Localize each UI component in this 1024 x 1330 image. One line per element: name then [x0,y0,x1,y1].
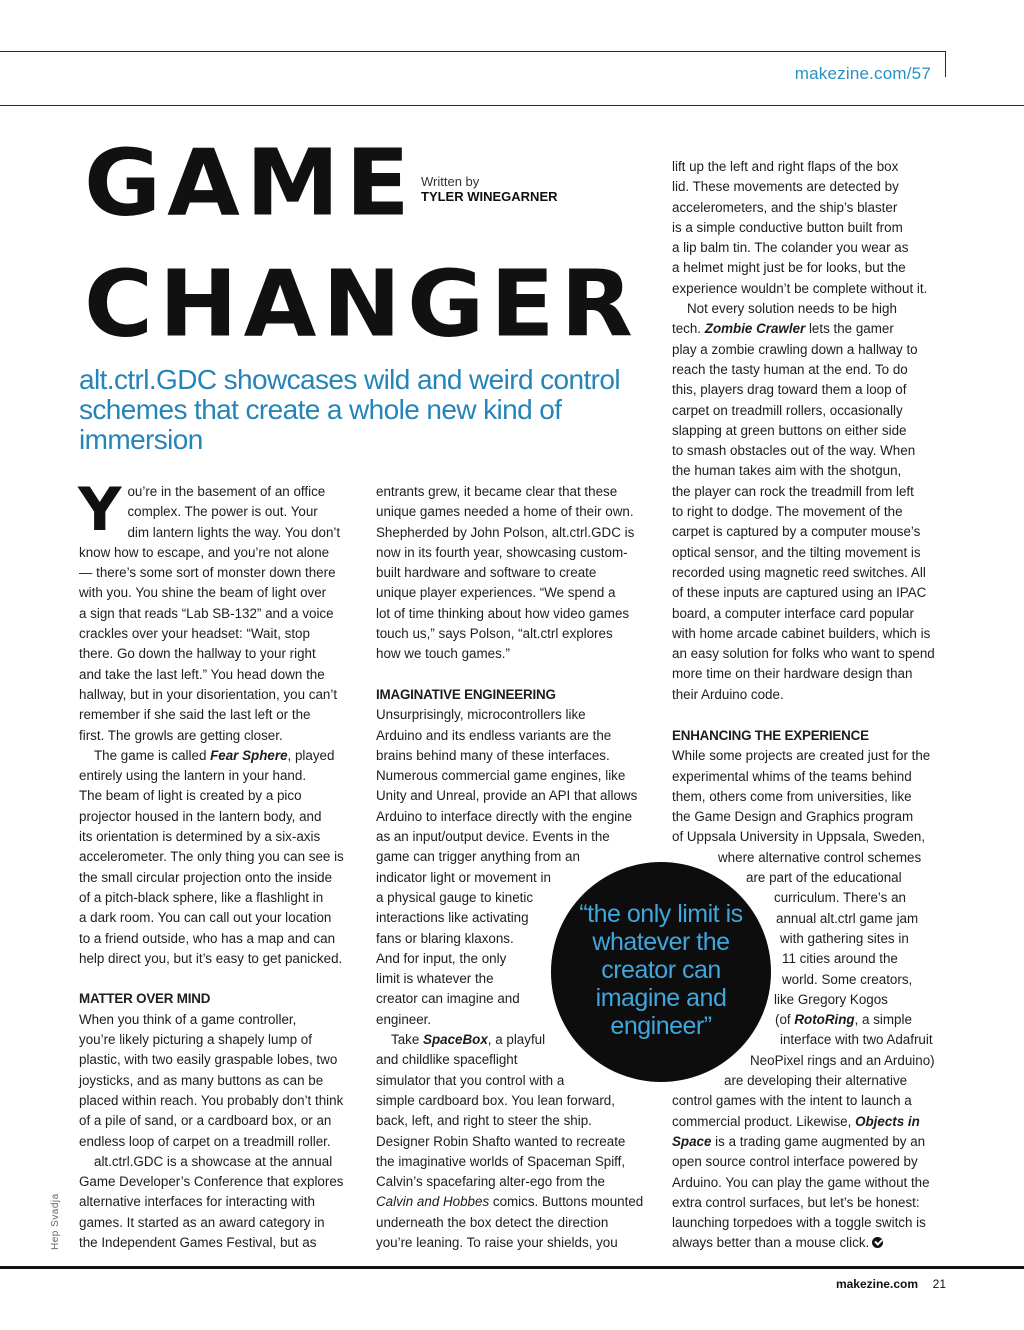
text-line: Unity and Unreal, provide an API that allows [376,788,638,804]
text-line: built hardware and software to create [376,565,597,581]
text-line: accelerometers, and the ship’s blaster [672,199,898,215]
text-line: underneath the box detect the direction [376,1214,609,1230]
last-line: always better than a mouse click. [672,1233,948,1253]
text-line: of these inputs are captured using an IPAC [672,585,927,601]
text-line: them, others come from universities, like [672,788,912,804]
text-line: to right to dodge. The movement of the [672,504,903,520]
text-line: first. The growls are getting closer. [79,727,283,743]
text-line: NeoPixel rings and an Arduino) [750,1052,935,1068]
text-line: brains behind many of these interfaces. [376,747,610,763]
header-rule [0,105,1024,106]
text-line: alt.ctrl.GDC is a showcase at the annual [94,1153,333,1169]
paragraph-controller [79,1010,355,1152]
text-line: Shepherded by John Polson, alt.ctrl.GDC is [376,524,635,540]
text-line: the small circular projection onto the inside [79,869,333,885]
text-line: indicator light or movement in [376,869,551,885]
drop-cap: Y [78,475,122,545]
text-line: And for input, the only [376,950,507,966]
text-line: placed within reach. You probably don’t think [79,1092,344,1108]
paragraph-shields [672,157,948,299]
game-title-objects-in: Objects in [855,1113,920,1129]
text-line: and take the last left.” You head down the [79,666,325,682]
article-title-line1: GAME [84,130,416,237]
paragraph-intro [78,475,355,746]
text-line: unique games needed a home of their own. [376,504,634,520]
text-line: alternative interfaces for interacting with [79,1194,315,1210]
text-line: Game Developer’s Conference that explores [79,1174,344,1190]
paragraph-arduino [672,1152,948,1233]
text-line: are part of the educational [746,870,902,886]
text-line: endless loop of carpet on a treadmill roller. [79,1133,331,1149]
text-line: is a simple conductive button built from [672,219,903,235]
paragraph-universities [672,746,948,847]
game-title-rotoring: RotoRing [794,1012,855,1028]
text-line: to a friend outside, who has a map and can [79,930,336,946]
text-line: interactions like activating [376,910,529,926]
text-line: where alternative control schemes [718,849,922,865]
text-line: this, players drag toward them a loop of [672,382,907,398]
text-line: remember if she said the last left or the [79,707,311,723]
text-line: accelerometer. The only thing you can see is [79,849,344,865]
text-line: engineer. [376,1011,432,1027]
text-line: help direct you, but it’s easy to get panicked. [79,950,343,966]
column-3 [672,157,948,705]
text-line: carpet is captured by a computer mouse’s [672,524,921,540]
text-line: crackles over your headset: “Wait, stop [79,626,310,642]
top-rule [0,51,946,52]
text-line: of a pile of sand, or a cardboard box, or an [79,1113,332,1129]
text-line: a sign that reads “Lab SB-132” and a voice [79,605,334,621]
text-line: simulator that you control with a [376,1072,565,1088]
text-line: a lip balm tin. The colander you wear as [672,240,909,256]
text-line: plastic, with two easily graspable lobes, two [79,1052,338,1068]
text-line: game can trigger anything from an [376,849,580,865]
photo-credit: Hep Svadja [50,1193,61,1250]
text-line: control games with the intent to launch a [672,1093,912,1109]
byline-author: TYLER WINEGARNER [421,189,558,204]
text-line: their Arduino code. [672,686,784,702]
paragraph-spacebox: Take SpaceBox, a playful [391,1032,546,1048]
text-line: creator can imagine and [376,991,520,1007]
text-line: you’re likely picturing a shapely lump of [79,1032,312,1048]
text-line: as an input/output device. Events in the [376,829,610,845]
text-line: launching torpedoes with a toggle switch is [672,1215,926,1231]
text-line: complex. The power is out. Your [127,504,318,520]
text-line: a helmet might just be for looks, but the [672,260,906,276]
text-line: unique player experiences. “We spend a [376,585,616,601]
text-line: are developing their alternative [724,1073,908,1089]
text-line: hallway, but in your disorientation, you can’t [79,686,338,702]
game-title-fear-sphere: Fear Sphere [210,747,288,763]
text-line: lot of time thinking about how video games [376,605,630,621]
article-title-line2: CHANGER [84,251,639,358]
text-line: more time on their hardware design than [672,666,913,682]
text-line: touch us,” says Polson, “alt.ctrl explores [376,626,613,642]
text-line: Arduino. You can play the game without the [672,1174,930,1190]
text-line: a physical gauge to kinetic [376,889,534,905]
text-line: optical sensor, and the tilting movement is [672,544,921,560]
text-line: interface with two Adafruit [780,1032,933,1048]
heading-enhancing-experience: ENHANCING THE EXPERIENCE [672,728,869,743]
column-2 [376,482,652,1253]
text-line: limit is whatever the [376,971,494,987]
paragraph-zombie [672,340,948,705]
text-line: lid. These movements are detected by [672,179,899,195]
text-line: world. Some creators, [782,971,913,987]
text-line: to smash obstacles out of the way. When [672,443,916,459]
text-line: When you think of a game controller, [79,1011,297,1027]
text-line: and childlike spaceflight [376,1052,518,1068]
text-line: joysticks, and as many buttons as can be [79,1072,324,1088]
text-line: a dark room. You can call out your location [79,910,332,926]
text-line: the Game Design and Graphics program [672,809,914,825]
top-rule-tick [945,51,946,77]
text-line: the human takes aim with the shotgun, [672,463,902,479]
text-line: — there’s some sort of monster down there [79,565,336,581]
zombie-line: tech. Zombie Crawler lets the gamer [672,321,894,337]
paragraph-showcase [79,1152,355,1253]
game-title-spacebox: SpaceBox [423,1032,488,1048]
text-line: the player can rock the treadmill from left [672,483,914,499]
byline [421,174,558,204]
text-line: you’re leaning. To raise your shields, you [376,1234,618,1250]
spacebox-lines [376,1050,652,1192]
text-line: extra control surfaces, but let’s be honest: [672,1194,920,1210]
text-line: the Independent Games Festival, but as [79,1234,317,1250]
text-line: recorded using magnetic reed switches. All [672,564,926,580]
text-line: know how to escape, and you’re not alone [79,544,330,560]
text-line: ou’re in the basement of an office [127,484,326,499]
text-line: its orientation is determined by a six-axis [79,829,321,845]
paragraph-launch [672,1091,948,1111]
rotoring-line: (of RotoRing, a simple [775,1012,912,1028]
calvin-line: Calvin and Hobbes comics. Buttons mounted [376,1194,644,1210]
text-line: there. Go down the hallway to your right [79,646,316,662]
text-line: simple cardboard box. You lean forward, [376,1092,615,1108]
paragraph-entrants [376,482,652,665]
fear-sphere-lines [79,766,355,969]
text-line: Arduino and its endless variants are the [376,727,612,743]
text-line: Arduino to interface directly with the engine [376,808,633,824]
text-line: board, a computer interface card popular [672,605,914,621]
game-title-zombie-crawler: Zombie Crawler [704,321,806,337]
text-line: reach the tasty human at the end. To do [672,361,908,377]
text-line: carpet on treadmill rollers, occasionally [672,402,903,418]
text-line: While some projects are created just for the [672,748,931,764]
text-line: back, left, and right to steer the ship. [376,1113,592,1129]
likewise-line: commercial product. Likewise, Objects in [672,1113,920,1129]
text-line: Calvin’s spacefaring alter-ego from the [376,1174,605,1190]
game-title-space: Space [672,1133,712,1149]
text-line: games. It started as an award category in [79,1214,325,1230]
header-url[interactable]: makezine.com/57 [794,64,931,83]
text-line: play a zombie crawling down a hallway to [672,341,918,357]
page-number: 21 [932,1277,946,1291]
text-line: dim lantern lights the way. You don’t [127,524,341,540]
text-line: annual alt.ctrl game jam [776,910,919,926]
text-line: Unsurprisingly, microcontrollers like [376,707,586,723]
pull-quote: “the only limit is whatever the creator can imagine and engineer” [579,900,743,1040]
text-line: slapping at green buttons on either side [672,422,907,438]
byline-label: Written by [421,174,480,189]
text-line: with gathering sites in [780,930,909,946]
text-line: open source control interface powered by [672,1154,918,1170]
text-line: Designer Robin Shafto wanted to recreate [376,1133,626,1149]
column-1 [78,475,355,1253]
text-line: projector housed in the lantern body, and [79,808,322,824]
text-line: how we touch games.” [376,646,510,662]
text-line: fans or blaring klaxons. [376,930,514,946]
text-line: now in its fourth year, showcasing custom- [376,544,628,560]
space-line: Space is a trading game augmented by an [672,1133,926,1149]
text-line: the imaginative worlds of Spaceman Spiff, [376,1153,626,1169]
text-line: lift up the left and right flaps of the box [672,159,899,174]
spacebox-lines-end [376,1213,652,1254]
heading-matter-over-mind: MATTER OVER MIND [79,991,211,1007]
text-line: of Uppsala University in Uppsala, Sweden, [672,829,926,845]
heading-imaginative-engineering: IMAGINATIVE ENGINEERING [376,686,556,702]
text-line: experience wouldn’t be complete without it. [672,280,928,296]
text-line: The beam of light is created by a pico [79,788,302,804]
text-line: like Gregory Kogos [774,991,888,1007]
text-line: with you. You shine the beam of light over [79,585,327,601]
article-deck: alt.ctrl.GDC showcases wild and weird control schemes that create a whole new kind of immersion [79,364,620,455]
text-line: entirely using the lantern in your hand. [79,768,307,784]
paragraph-fear-sphere: The game is called Fear Sphere, played [94,747,335,763]
footer-site[interactable]: makezine.com [835,1277,918,1291]
end-mark-icon [872,1237,883,1248]
text-line: entrants grew, it became clear that these [376,484,618,499]
text-line: Numerous commercial game engines, like [376,768,626,784]
footer-rule [0,1266,1024,1269]
text-line: with home arcade cabinet builders, which is [672,625,931,641]
comic-title: Calvin and Hobbes [376,1194,490,1210]
text-line: 11 cities around the [782,951,898,967]
text-line: experimental whims of the teams behind [672,768,912,784]
text-line: an easy solution for folks who want to spend [672,646,935,662]
text-line: of a pitch-black sphere, like a flashlight in [79,889,324,905]
text-line: curriculum. There’s an [774,890,906,906]
paragraph-zombie-first: Not every solution needs to be high [687,301,897,317]
